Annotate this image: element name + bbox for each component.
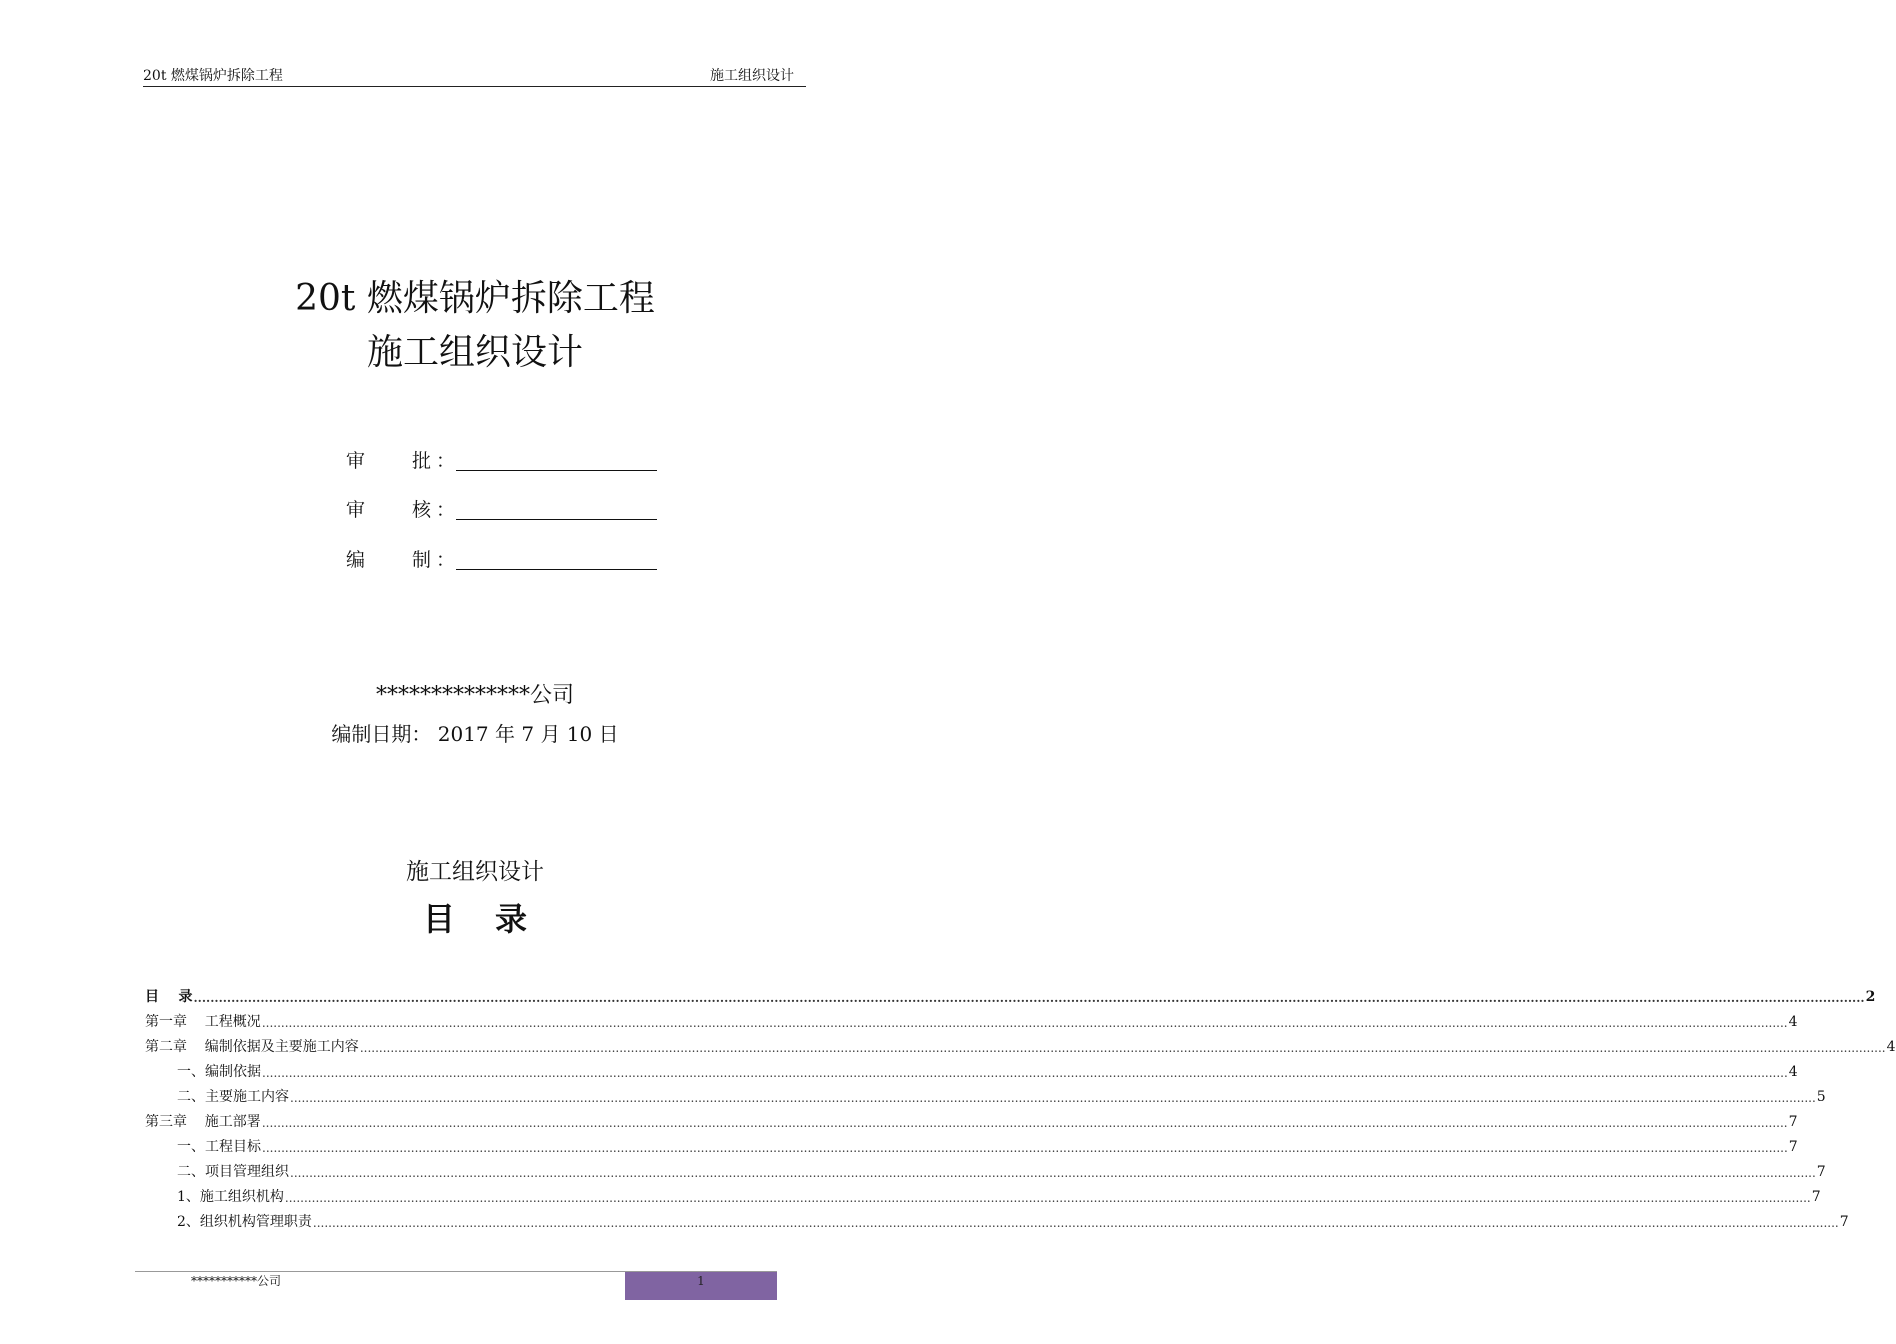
header-left-title: 20t 燃煤锅炉拆除工程 [143, 68, 283, 84]
document-title-line1: 20t 燃煤锅炉拆除工程 [295, 278, 655, 319]
toc-leader: ................................................................................................................................................................................................................................................................................................................................................................................................................ [359, 1041, 1886, 1055]
toc-leader: ................................................................................................................................................................................................................................................................................................................................................................................................................ [312, 1216, 1839, 1230]
toc-entry-page: 7 [1816, 1164, 1826, 1180]
toc-entry-label: 一、编制依据 [177, 1064, 261, 1080]
toc-entry-page: 4 [1788, 1064, 1798, 1080]
header-right-title: 施工组织设计 [710, 68, 794, 84]
compile-date: 编制日期： 2017 年 7 月 10 日 [331, 722, 619, 746]
toc-leader: ................................................................................................................................................................................................................................................................................................................................................................................................................ [262, 1141, 1788, 1155]
toc-leader: ................................................................................................................................................................................................................................................................................................................................................................................................................ [290, 1091, 1816, 1105]
toc-title: 目录 [422, 900, 567, 938]
toc-entry-page: 2 [1865, 989, 1876, 1005]
toc-subtitle: 施工组织设计 [406, 859, 544, 885]
toc-entry[interactable] [145, 1132, 1798, 1157]
footer-company: ***********公司 [191, 1274, 282, 1288]
toc-entry-page: 4 [1886, 1039, 1896, 1055]
signature-colon: ： [436, 549, 456, 571]
toc-leader: ................................................................................................................................................................................................................................................................................................................................................................................................................ [262, 1066, 1788, 1080]
toc-entry-label: 一、工程目标 [177, 1139, 261, 1155]
toc-entry-page: 7 [1839, 1214, 1849, 1230]
toc-entry-label: 2、组织机构管理职责 [177, 1214, 312, 1230]
toc-leader: ................................................................................................................................................................................................................................................................................................................................................................................................................ [290, 1166, 1816, 1180]
signature-label-char1: 审 [346, 499, 366, 521]
signature-label-char2: 批 [412, 450, 432, 472]
signature-label-char1: 编 [346, 549, 366, 571]
toc-entry[interactable] [145, 1107, 1798, 1132]
toc-entry[interactable] [145, 982, 1876, 1007]
signature-colon: ： [436, 499, 456, 521]
signature-label-char2: 核 [412, 499, 432, 521]
toc-entry[interactable] [145, 1082, 1826, 1107]
toc-leader: ................................................................................................................................................................................................................................................................................................................................................................................................................ [261, 1016, 1788, 1030]
toc-entry-label: 二、主要施工内容 [177, 1089, 289, 1105]
toc-entry-page: 5 [1816, 1089, 1826, 1105]
toc-entry-page: 7 [1811, 1189, 1821, 1205]
toc-entry-label: 目 录 [145, 989, 193, 1005]
toc-entry[interactable] [145, 1007, 1798, 1032]
table-of-contents [145, 982, 1896, 1232]
toc-entry-label: 二、项目管理组织 [177, 1164, 289, 1180]
toc-entry-label: 第二章 编制依据及主要施工内容 [145, 1039, 359, 1055]
toc-entry[interactable] [145, 1207, 1849, 1232]
toc-entry[interactable] [145, 1182, 1821, 1207]
signature-label-char1: 审 [346, 450, 366, 472]
page-header [143, 66, 806, 87]
toc-entry-page: 4 [1788, 1014, 1798, 1030]
toc-entry[interactable] [145, 1157, 1826, 1182]
signature-line [456, 470, 657, 471]
toc-entry-label: 第三章 施工部署 [145, 1114, 261, 1130]
toc-entry-label: 1、施工组织机构 [177, 1189, 284, 1205]
toc-entry-page: 7 [1788, 1114, 1798, 1130]
toc-leader: ................................................................................................................................................................................................................................................................................................................................................................................................................ [284, 1191, 1811, 1205]
toc-entry[interactable] [145, 1032, 1896, 1057]
footer-page-number: 1 [697, 1274, 705, 1288]
signature-colon: ： [436, 450, 456, 472]
toc-leader: ................................................................................................................................................................................................................................................................................................................................................................................................................ [261, 1116, 1788, 1130]
toc-entry-label: 第一章 工程概况 [145, 1014, 261, 1030]
toc-entry-page: 7 [1788, 1139, 1798, 1155]
signature-line [456, 519, 657, 520]
document-title-line2: 施工组织设计 [366, 332, 583, 373]
signature-label-char2: 制 [412, 549, 432, 571]
company-name: **************公司 [375, 683, 574, 708]
toc-entry[interactable] [145, 1057, 1798, 1082]
signature-line [456, 569, 657, 570]
toc-leader: ................................................................................................................................................................................................................................................................................................................................................................................................................ [193, 991, 1865, 1005]
